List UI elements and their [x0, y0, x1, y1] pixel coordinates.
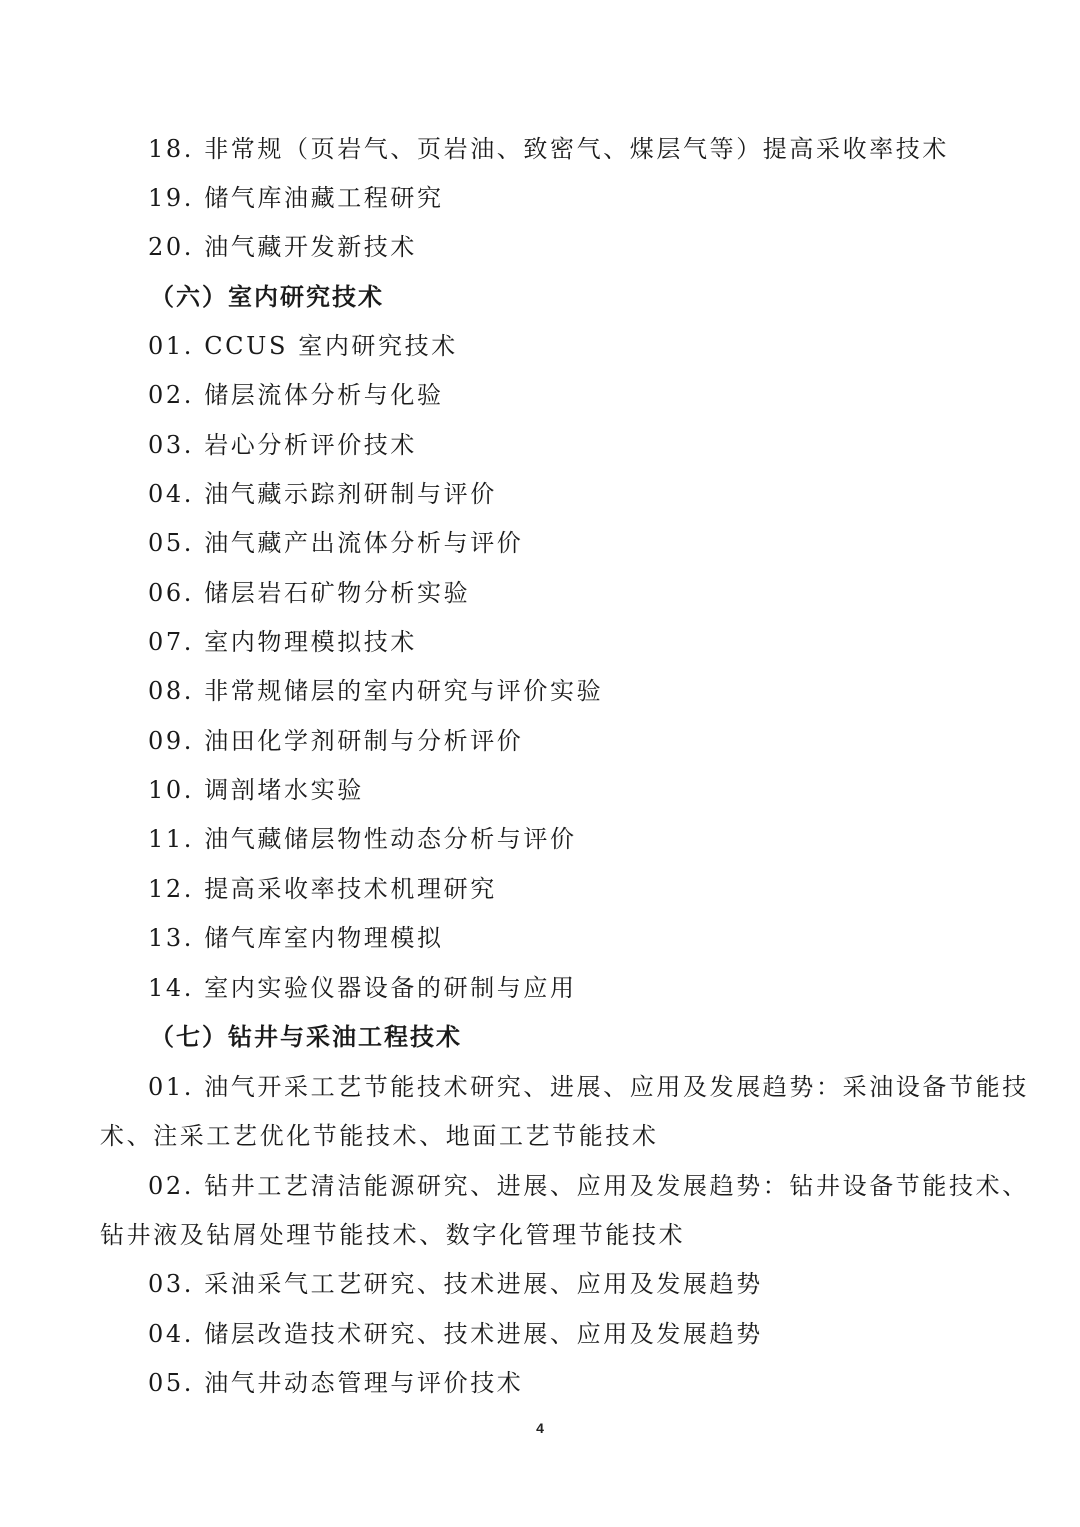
list-item: 03. 岩心分析评价技术	[148, 431, 417, 459]
list-item: 06. 储层岩石矿物分析实验	[148, 579, 471, 607]
list-item: 18. 非常规（页岩气、页岩油、致密气、煤层气等）提高采收率技术	[148, 135, 949, 163]
list-item: 05. 油气藏产出流体分析与评价	[148, 529, 524, 557]
list-item: 14. 室内实验仪器设备的研制与应用	[148, 974, 577, 1002]
list-item: 10. 调剖堵水实验	[148, 776, 364, 804]
list-item: 04. 储层改造技术研究、技术进展、应用及发展趋势	[148, 1320, 763, 1348]
list-item: 13. 储气库室内物理模拟	[148, 924, 444, 952]
list-item-continuation: 钻井液及钻屑处理节能技术、数字化管理节能技术	[100, 1221, 686, 1249]
list-item: 01. CCUS 室内研究技术	[148, 332, 458, 360]
list-item: 11. 油气藏储层物性动态分析与评价	[148, 825, 577, 853]
list-item: 12. 提高采收率技术机理研究	[148, 875, 497, 903]
section-heading: （七）钻井与采油工程技术	[150, 1023, 462, 1051]
list-item: 03. 采油采气工艺研究、技术进展、应用及发展趋势	[148, 1270, 763, 1298]
list-item: 02. 钻井工艺清洁能源研究、进展、应用及发展趋势：钻井设备节能技术、	[148, 1172, 1029, 1200]
page-number: 4	[536, 1420, 544, 1436]
list-item: 02. 储层流体分析与化验	[148, 381, 444, 409]
list-item: 04. 油气藏示踪剂研制与评价	[148, 480, 497, 508]
list-item: 01. 油气开采工艺节能技术研究、进展、应用及发展趋势：采油设备节能技	[148, 1073, 1029, 1101]
list-item: 08. 非常规储层的室内研究与评价实验	[148, 677, 604, 705]
list-item: 20. 油气藏开发新技术	[148, 233, 417, 261]
section-heading: （六）室内研究技术	[150, 283, 384, 311]
list-item: 05. 油气井动态管理与评价技术	[148, 1369, 524, 1397]
list-item: 09. 油田化学剂研制与分析评价	[148, 727, 524, 755]
list-item: 19. 储气库油藏工程研究	[148, 184, 444, 212]
list-item: 07. 室内物理模拟技术	[148, 628, 417, 656]
list-item-continuation: 术、注采工艺优化节能技术、地面工艺节能技术	[100, 1122, 659, 1150]
